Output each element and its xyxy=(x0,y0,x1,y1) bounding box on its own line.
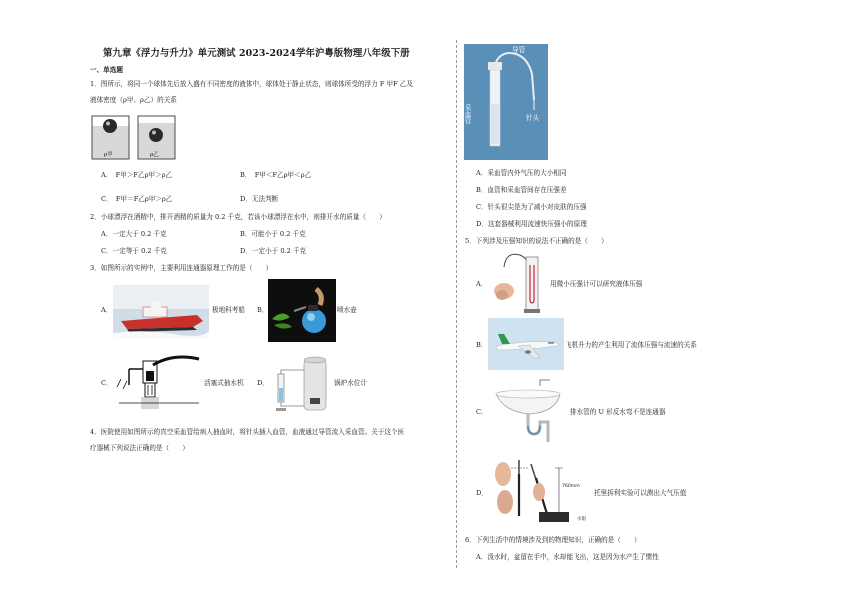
q3-ship-photo xyxy=(113,285,209,339)
q5-fig-height-label: 760mm xyxy=(562,484,580,489)
q3-option-d-caption: 锅炉水位计 xyxy=(334,379,367,387)
q5-option-b-label: B． xyxy=(476,341,488,349)
q2-option-b: B．可能小于 0.2 千克 xyxy=(240,230,306,238)
q3-option-c-label: C． xyxy=(101,379,113,387)
q2-option-c: C．一定等于 0.2 千克 xyxy=(101,247,167,255)
q1-fig-label-left: ρ甲 xyxy=(104,152,113,158)
q1-text-line1: 1．图所示，将同一个球体先后放入盛有不同密度的液体中，球体处于静止状态，则球体所受的浮力 F 甲F 乙及 xyxy=(90,80,413,88)
q3-text: 3．如图所示的实例中，主要利用连通器原理工作的是（ ） xyxy=(90,264,273,272)
q3-option-b-caption: 喷水壶 xyxy=(337,306,357,314)
q5-option-d-label: D． xyxy=(476,489,488,497)
q4-fig-tube-label: 采血管 xyxy=(463,104,471,124)
column-divider xyxy=(456,40,457,568)
q4-option-c: C．针头很尖是为了减小对皮肤的压强 xyxy=(476,203,587,211)
q4-fig-conduit-label: 导管 xyxy=(512,46,526,54)
q4-option-b: B．血管和采血管间存在压强差 xyxy=(476,186,567,194)
q3-option-b-label: B． xyxy=(257,306,269,314)
q4-option-a: A．采血管内外气压的大小相同 xyxy=(476,169,567,177)
q1-text-line2: 液体密度（ρ甲、ρ乙）的关系 xyxy=(90,96,177,104)
q5-pressure-gauge-figure xyxy=(490,251,550,315)
section-heading: 一、单选题 xyxy=(90,66,123,74)
q5-sink-figure xyxy=(490,378,566,446)
q5-torricelli-figure xyxy=(489,454,589,526)
q4-text-line2: 疗器械下列说法正确的是（ ） xyxy=(90,444,189,452)
q6-option-a: A．泼水时，盆留在手中，水却能飞出，这是因为水产生了惯性 xyxy=(476,553,659,561)
q1-option-a: A． F甲＞F乙ρ甲＞ρ乙 xyxy=(101,171,173,179)
q4-option-d: D．这套器械利用流速快压强小的原理 xyxy=(476,220,587,228)
q5-option-c-caption: 排水管的 U 形反水弯不是连通器 xyxy=(570,408,666,416)
q3-sprayer-photo xyxy=(268,279,336,342)
q4-text-line1: 4．医院使用如图所示的真空采血管给病人抽血时，将针头插入血管，血液通过导管流入采血管。关于这个医 xyxy=(90,428,405,436)
q5-option-a-label: A． xyxy=(476,280,488,288)
q6-text: 6．下列生活中的情境涉及到的物理知识，正确的是（ ） xyxy=(465,536,641,544)
q1-option-c: C． F甲＝F乙ρ甲＞ρ乙 xyxy=(101,195,173,203)
page-title: 第九章《浮力与升力》单元测试 2023-2024学年沪粤版物理八年级下册 xyxy=(103,48,410,59)
q3-pump-figure xyxy=(113,351,205,415)
q5-text: 5．下列涉及压强知识的说法不正确的是（ ） xyxy=(465,237,608,245)
q1-option-d: D．无法判断 xyxy=(240,195,279,203)
q5-airplane-photo xyxy=(488,318,564,370)
q3-option-a-label: A． xyxy=(101,306,113,314)
q3-option-d-label: D． xyxy=(257,379,269,387)
q4-blood-tube-figure xyxy=(464,44,548,160)
q2-option-a: A．一定大于 0.2 千克 xyxy=(101,230,167,238)
q5-option-c-label: C． xyxy=(476,408,488,416)
q3-boiler-figure xyxy=(270,354,332,416)
q5-option-d-caption: 托里拆利实验可以测出大气压值 xyxy=(594,489,687,497)
q5-option-a-caption: 用微小压强计可以研究液体压强 xyxy=(550,280,643,288)
q3-option-c-caption: 活塞式抽水机 xyxy=(204,379,244,387)
q5-option-b-caption: 飞机升力的产生利用了流体压强与流速的关系 xyxy=(565,341,697,349)
q3-option-a-caption: 极地科考船 xyxy=(212,306,245,314)
q4-fig-needle-label: 针头 xyxy=(526,114,540,122)
q1-fig-label-right: ρ乙 xyxy=(150,152,159,158)
q1-option-b: B． F甲＜F乙ρ甲＜ρ乙 xyxy=(240,171,312,179)
q5-fig-mercury-label: 水银 xyxy=(577,517,587,522)
q2-text: 2．小球漂浮在酒精中，排开酒精的质量为 0.2 千克，若该小球漂浮在水中，则排开水的质量（ ） xyxy=(90,213,386,221)
q1-beakers-figure xyxy=(90,112,182,162)
q2-option-d: D．一定小于 0.2 千克 xyxy=(240,247,307,255)
